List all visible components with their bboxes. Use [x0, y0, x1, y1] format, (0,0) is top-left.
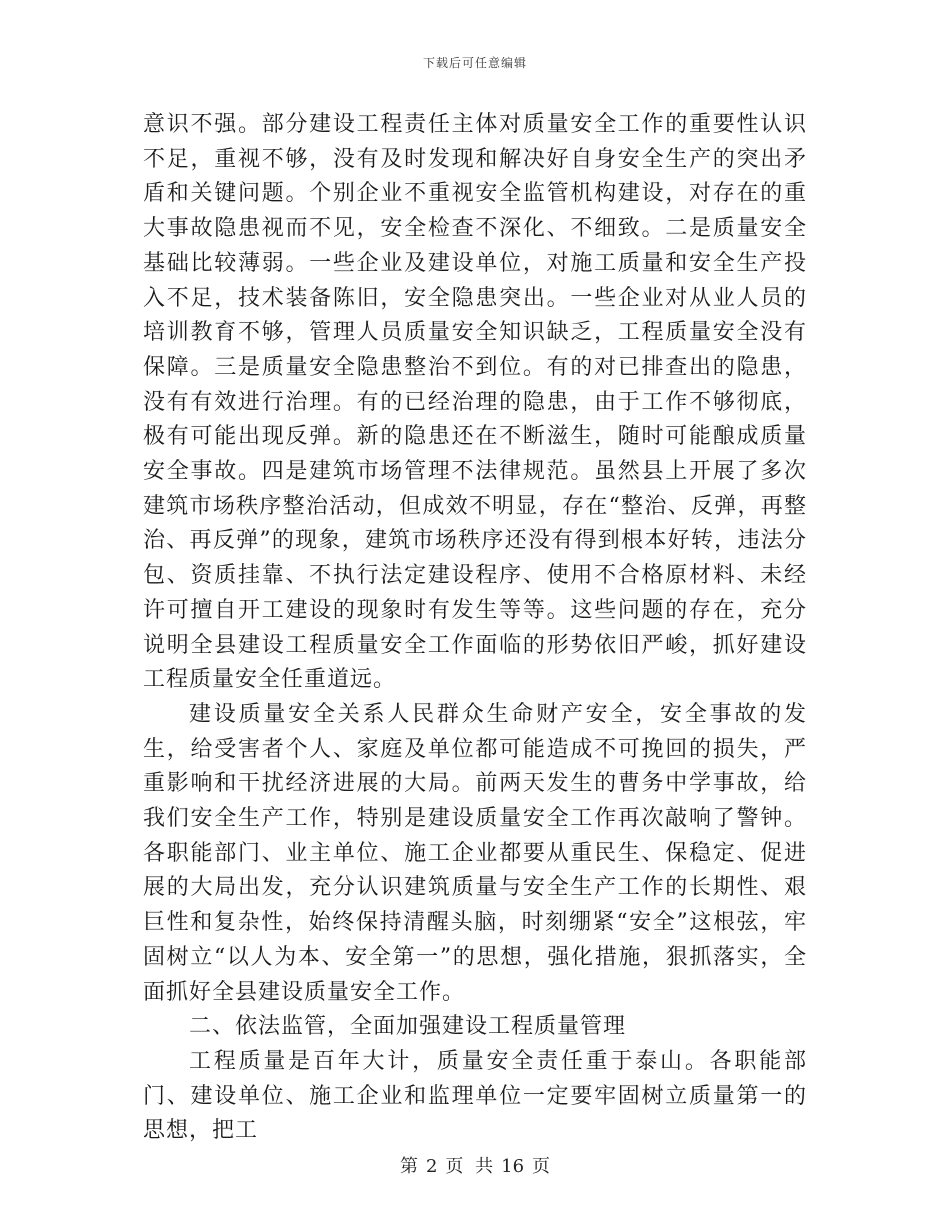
document-body — [143, 108, 807, 1149]
current-page-number: 2 — [425, 1156, 438, 1177]
page-header: 下载后可任意编辑 — [422, 56, 527, 70]
footer-suffix: 页 — [532, 1156, 551, 1177]
paragraph: 工程质量是百年大计，质量安全责任重于泰山。各职能部门、建设单位、施工企业和监理单位一定要牢固树立质量第一的思想，把工 — [143, 1048, 807, 1144]
section-heading: 二、依法监管，全面加强建设工程质量管理 — [189, 1014, 627, 1040]
paragraph: 建设质量安全关系人民群众生命财产安全，安全事故的发生，给受害者个人、家庭及单位都可能造成不可挽回的损失，严重影响和干扰经济进展的大局。前两天发生的曹务中学事故，给我们安全生产工作，特别是建设质量安全工作再次敲响了警钟。各职能部门、业主单位、施工企业都要从重民生、保稳定、促进展的大局出发，充分认识建筑质量与安全生产工作的长期性、艰巨性和复杂性，始终保持清醒头脑，时刻绷紧“安全”这根弦，牢固树立“以人为本、安全第一”的思想，强化措施，狠抓落实，全面抓好全县建设质量安全工作。 — [143, 701, 807, 1005]
total-page-count: 16 — [501, 1156, 525, 1177]
paragraph: 意识不强。部分建设工程责任主体对质量安全工作的重要性认识不足，重视不够，没有及时发现和解决好自身安全生产的突出矛盾和关键问题。个别企业不重视安全监管机构建设，对存在的重大事故隐患视而不见，安全检查不深化、不细致。二是质量安全基础比较薄弱。一些企业及建设单位，对施工质量和安全生产投入不足，技术装备陈旧，安全隐患突出。一些企业对从业人员的培训教育不够，管理人员质量安全知识缺乏，工程质量安全没有保障。三是质量安全隐患整治不到位。有的对已排查出的隐患，没有有效进行治理。有的已经治理的隐患，由于工作不够彻底，极有可能出现反弹。新的隐患还在不断滋生，随时可能酿成质量安全事故。四是建筑市场管理不法律规范。虽然县上开展了多次建筑市场秩序整治活动，但成效不明显，存在“整治、反弹，再整治、再反弹”的现象，建筑市场秩序还没有得到根本好转，违法分包、资质挂靠、不执行法定建设程序、使用不合格原材料、未经许可擅自开工建设的现象时有发生等等。这些问题的存在，充分说明全县建设工程质量安全工作面临的形势依旧严峻，抓好建设工程质量安全任重道远。 — [143, 112, 807, 693]
footer-prefix: 第 — [399, 1156, 418, 1177]
footer-middle: 页 共 — [445, 1156, 494, 1177]
page-footer — [0, 1152, 950, 1178]
